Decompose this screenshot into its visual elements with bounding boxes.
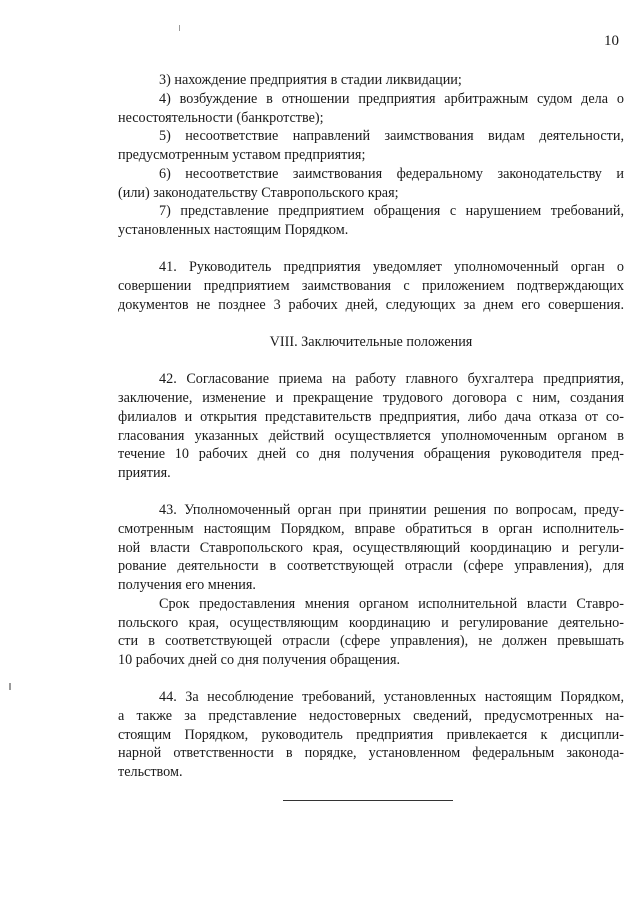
text-line: польского края, осуществляющим координацию и регулирование деятельно- xyxy=(118,615,624,631)
text-line: течение 10 рабочих дней со дня получения обращения руководителя пред- xyxy=(118,446,624,462)
section-heading: VIII. Заключительные положения xyxy=(269,334,473,350)
text-line: нарной ответственности в порядке, установленном федеральным законода- xyxy=(118,745,624,761)
text-line: стоящим Порядком, руководитель предприятия привлекается к дисципли- xyxy=(118,727,624,743)
text-line: 44. За несоблюдение требований, установленных настоящим Порядком, xyxy=(159,689,624,705)
closing-rule xyxy=(283,800,453,801)
scan-mark-left xyxy=(9,683,11,690)
text-line: предусмотренным уставом предприятия; xyxy=(118,147,366,163)
text-line: 41. Руководитель предприятия уведомляет уполномоченный орган о xyxy=(159,259,624,275)
text-line: 43. Уполномоченный орган при принятии решения по вопросам, преду- xyxy=(159,502,624,518)
text-line: несостоятельности (банкротстве); xyxy=(118,110,324,126)
text-line: заключение, изменение и прекращение трудового договора с ним, создания xyxy=(118,390,624,406)
text-line: ной власти Ставропольского края, осуществляющий координацию и регули- xyxy=(118,540,624,556)
text-line: сти в соответствующей отрасли (сфере управления), не должен превышать xyxy=(118,633,624,649)
text-line: 6) несоответствие заимствования федеральному законодательству и xyxy=(159,166,624,182)
text-line: тельством. xyxy=(118,764,183,780)
text-line: приятия. xyxy=(118,465,171,481)
text-line: 42. Согласование приема на работу главного бухгалтера предприятия, xyxy=(159,371,624,387)
text-line: 4) возбуждение в отношении предприятия арбитражным судом дела о xyxy=(159,91,624,107)
text-line: (или) законодательству Ставропольского края; xyxy=(118,185,399,201)
text-line: 5) несоответствие направлений заимствования видам деятельности, xyxy=(159,128,624,144)
text-line: 10 рабочих дней со дня получения обращения. xyxy=(118,652,401,668)
text-line: 3) нахождение предприятия в стадии ликвидации; xyxy=(159,72,462,88)
text-line: филиалов и открытия представительств предприятия, либо дача отказа от со- xyxy=(118,409,624,425)
text-line: установленных настоящим Порядком. xyxy=(118,222,349,238)
scan-mark-top xyxy=(179,25,180,31)
text-line: совершении предприятием заимствования с приложением подтверждающих xyxy=(118,278,624,294)
text-line: рование деятельности в соответствующей отрасли (сфере управления), для xyxy=(118,558,624,574)
text-line: смотренным настоящим Порядком, вправе обратиться в орган исполнитель- xyxy=(118,521,624,537)
text-line: документов не позднее 3 рабочих дней, следующих за днем его совершения. xyxy=(118,297,624,313)
page-number: 10 xyxy=(604,33,619,49)
text-line: гласования указанных действий осуществляется уполномоченным органом в xyxy=(118,428,624,444)
text-line: Срок предоставления мнения органом исполнительной власти Ставро- xyxy=(159,596,624,612)
text-line: а также за представление недостоверных сведений, предусмотренных на- xyxy=(118,708,624,724)
text-line: 7) представление предприятием обращения с нарушением требований, xyxy=(159,203,624,219)
text-line: получения его мнения. xyxy=(118,577,256,593)
